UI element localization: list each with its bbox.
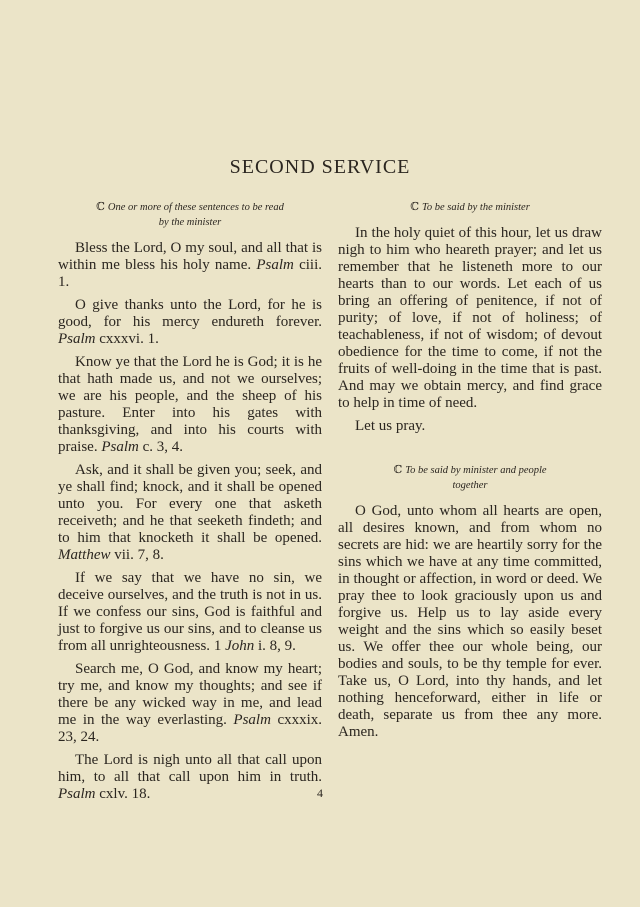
page-number: 4	[317, 786, 323, 800]
rubric-text: One or more of these sentences to be read	[107, 202, 284, 213]
rubric-minister	[338, 200, 602, 215]
sentence: The Lord is nigh unto all that call upon him, to all that call upon him in truth. Psalm cxlv. 18.	[58, 752, 322, 802]
sentence: Ask, and it shall be given you; seek, and ye shall find; knock, and it shall be opened unto you. For every one that asketh receiveth; and he that seeketh findeth; and to him that knocketh it shall be opened. Matthew vii. 7, 8.	[58, 462, 322, 563]
sentence: If we say that we have no sin, we deceive ourselves, and the truth is not in us. If we confess our sins, God is faithful and just to forgive us our sins, and to cleanse us from all unrighteousness. 1 John i. 8, 9.	[58, 570, 322, 654]
rubric-mark-icon: ℂ	[410, 201, 419, 213]
rubric-mark-icon: ℂ	[96, 201, 105, 213]
right-column	[338, 200, 602, 747]
left-column	[58, 200, 322, 809]
sentence: Search me, O God, and know my heart; try me, and know my thoughts; and see if there be any wicked way in me, and lead me in the way everlasting. Psalm cxxxix. 23, 24.	[58, 661, 323, 745]
rubric-text-line2: by the minister	[158, 217, 222, 228]
invitation-paragraph: In the holy quiet of this hour, let us draw nigh to him who heareth prayer; and let us remember that he listeneth more to our hearts than to our words. Let each of us bring an offering of penitence, if not of purity; of love, if not of holiness; of teachableness, if not of wisdom; of devout obedience for the time to come, if not the fruits of well-doing in the time that is past. And may we obtain mercy, and find grace to help in time of need.	[338, 225, 602, 411]
rubric-text: To be said by the minister	[421, 202, 530, 213]
let-us-pray: Let us pray.	[355, 418, 426, 434]
rubric-together	[338, 463, 602, 493]
confession-prayer: O God, unto whom all hearts are open, all desires known, and from whom no secrets are hid: we are heartily sorry for the sins which we have at any time committed, in thought or affection, in word or deed. We pray thee to look graciously upon us and forgive us. Help us to lay aside every weight and the sins which so easily beset us. We offer thee our whole being, our bodies and souls, to be thy temple for ever. Take us, O Lord, into thy hands, and let nothing henceforward, either in life or death, separate us from thee any more. Amen.	[338, 503, 602, 740]
page-title: SECOND SERVICE	[229, 156, 411, 178]
spacer	[338, 441, 602, 463]
rubric-sentences	[58, 200, 322, 230]
sentence: O give thanks unto the Lord, for he is good, for his mercy endureth forever. Psalm cxxxvi. 1.	[58, 297, 322, 347]
rubric-mark-icon: ℂ	[393, 464, 403, 476]
rubric-text: To be said by minister and people	[405, 465, 547, 476]
sentence: Bless the Lord, O my soul, and all that is within me bless his holy name. Psalm ciii. 1.	[58, 240, 322, 290]
rubric-text-line2: together	[452, 480, 488, 491]
sentence: Know ye that the Lord he is God; it is he that hath made us, and not we ourselves; we are his people, and the sheep of his pasture. Enter into his gates with thanksgiving, and into his courts with praise. Psalm c. 3, 4.	[58, 354, 322, 455]
